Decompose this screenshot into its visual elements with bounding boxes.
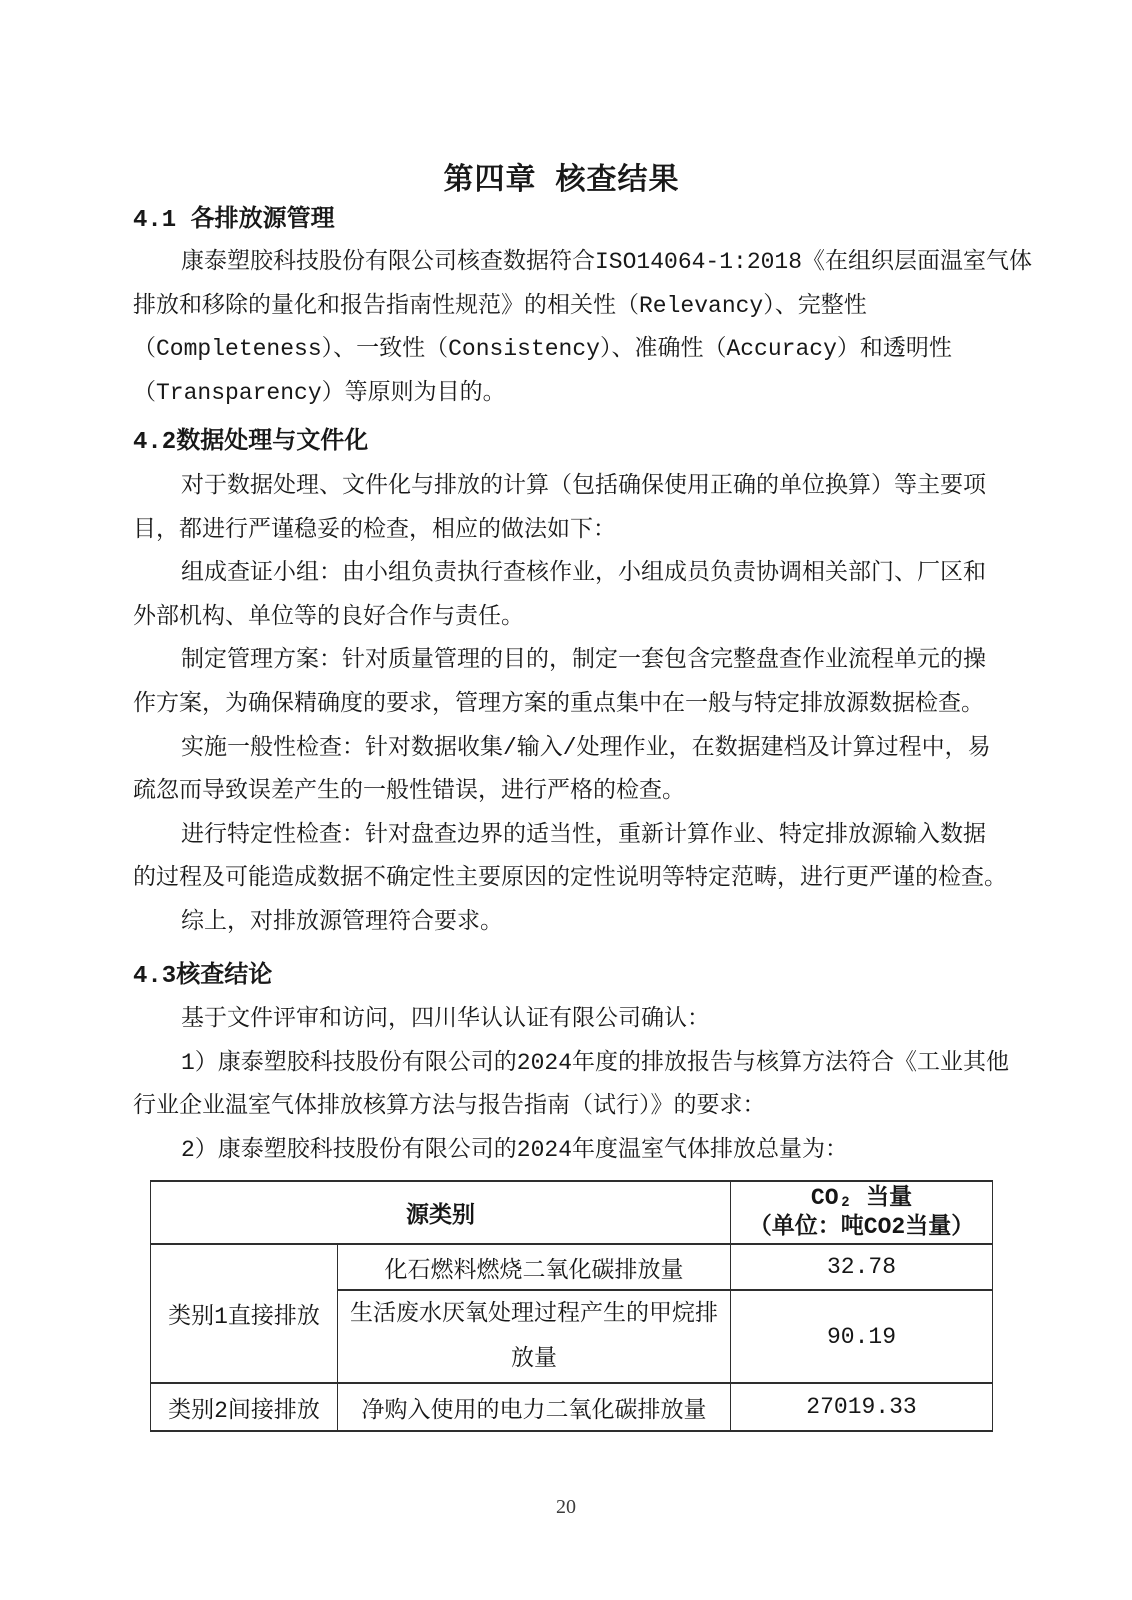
paragraph-line: 作方案，为确保精确度的要求，管理方案的重点集中在一般与特定排放源数据检查。 — [133, 690, 984, 717]
paragraph-line: 组成查证小组：由小组负责执行查核作业，小组成员负责协调相关部门、厂区和 — [181, 560, 986, 587]
source-cell-wastewater-methane — [338, 1290, 731, 1383]
table-row — [151, 1383, 993, 1431]
co2-header-line2: （单位：吨CO2当量） — [748, 1213, 975, 1240]
co2-header-line1: CO₂ 当量 — [810, 1184, 913, 1211]
paragraph-line: 1）康泰塑胶科技股份有限公司的2024年度的排放报告与核算方法符合《工业其他 — [181, 1049, 1010, 1076]
section-heading-4-3: 4.3核查结论 — [133, 962, 273, 990]
section-heading-4-2: 4.2数据处理与文件化 — [133, 429, 369, 457]
paragraph-line: 制定管理方案：针对质量管理的目的，制定一套包含完整盘查作业流程单元的操 — [181, 647, 986, 674]
source-line2: 放量 — [511, 1345, 557, 1372]
chapter-title: 第四章 核查结果 — [443, 165, 680, 199]
paragraph-line: 综上，对排放源管理符合要求。 — [181, 908, 503, 935]
value-cell-wastewater-methane: 90.19 — [731, 1290, 993, 1383]
paragraph-line: 行业企业温室气体排放核算方法与报告指南（试行）》的要求： — [133, 1093, 766, 1120]
source-cell-fossil-fuel: 化石燃料燃烧二氧化碳排放量 — [338, 1244, 731, 1290]
paragraph-line: 外部机构、单位等的良好合作与责任。 — [133, 603, 524, 630]
paragraph-line: 排放和移除的量化和报告指南性规范》的相关性（Relevancy）、完整性 — [133, 292, 867, 319]
paragraph-line: （Transparency）等原则为目的。 — [133, 379, 506, 406]
paragraph-line: 康泰塑胶科技股份有限公司核查数据符合ISO14064-1:2018《在组织层面温室气体 — [181, 249, 1033, 275]
paragraph-line: 进行特定性检查：针对盘查边界的适当性，重新计算作业、特定排放源输入数据 — [181, 821, 986, 848]
source-line1: 生活废水厌氧处理过程产生的甲烷排 — [350, 1300, 718, 1327]
value-cell-purchased-electricity: 27019.33 — [731, 1383, 993, 1431]
category1-cell: 类别1直接排放 — [151, 1244, 338, 1383]
category2-cell: 类别2间接排放 — [151, 1383, 338, 1431]
paragraph-line: 对于数据处理、文件化与排放的计算（包括确保使用正确的单位换算）等主要项 — [181, 472, 986, 499]
table-row — [151, 1244, 993, 1290]
paragraph-line: 实施一般性检查：针对数据收集/输入/处理作业，在数据建档及计算过程中，易 — [181, 734, 991, 761]
paragraph-line: （Completeness）、一致性（Consistency）、准确性（Accuracy）和透明性 — [133, 336, 952, 363]
page-number: 20 — [556, 1496, 576, 1518]
page-content — [133, 163, 1033, 1432]
value-cell-fossil-fuel: 32.78 — [731, 1244, 993, 1290]
table-header-row — [151, 1181, 993, 1244]
paragraph-line: 疏忽而导致误差产生的一般性错误，进行严格的检查。 — [133, 778, 685, 805]
header-cell-source-category: 源类别 — [151, 1181, 731, 1244]
paragraph-line: 的过程及可能造成数据不确定性主要原因的定性说明等特定范畴，进行更严谨的检查。 — [133, 865, 1007, 892]
source-cell-purchased-electricity: 净购入使用的电力二氧化碳排放量 — [338, 1383, 731, 1431]
header-cell-co2-equivalent — [731, 1181, 993, 1244]
section-heading-4-1: 4.1 各排放源管理 — [133, 207, 335, 234]
paragraph-line: 基于文件评审和访问，四川华认认证有限公司确认： — [181, 1006, 710, 1033]
emissions-summary-table — [150, 1180, 993, 1432]
paragraph-line: 2）康泰塑胶科技股份有限公司的2024年度温室气体排放总量为： — [181, 1136, 849, 1163]
paragraph-line: 目，都进行严谨稳妥的检查，相应的做法如下： — [133, 516, 616, 543]
